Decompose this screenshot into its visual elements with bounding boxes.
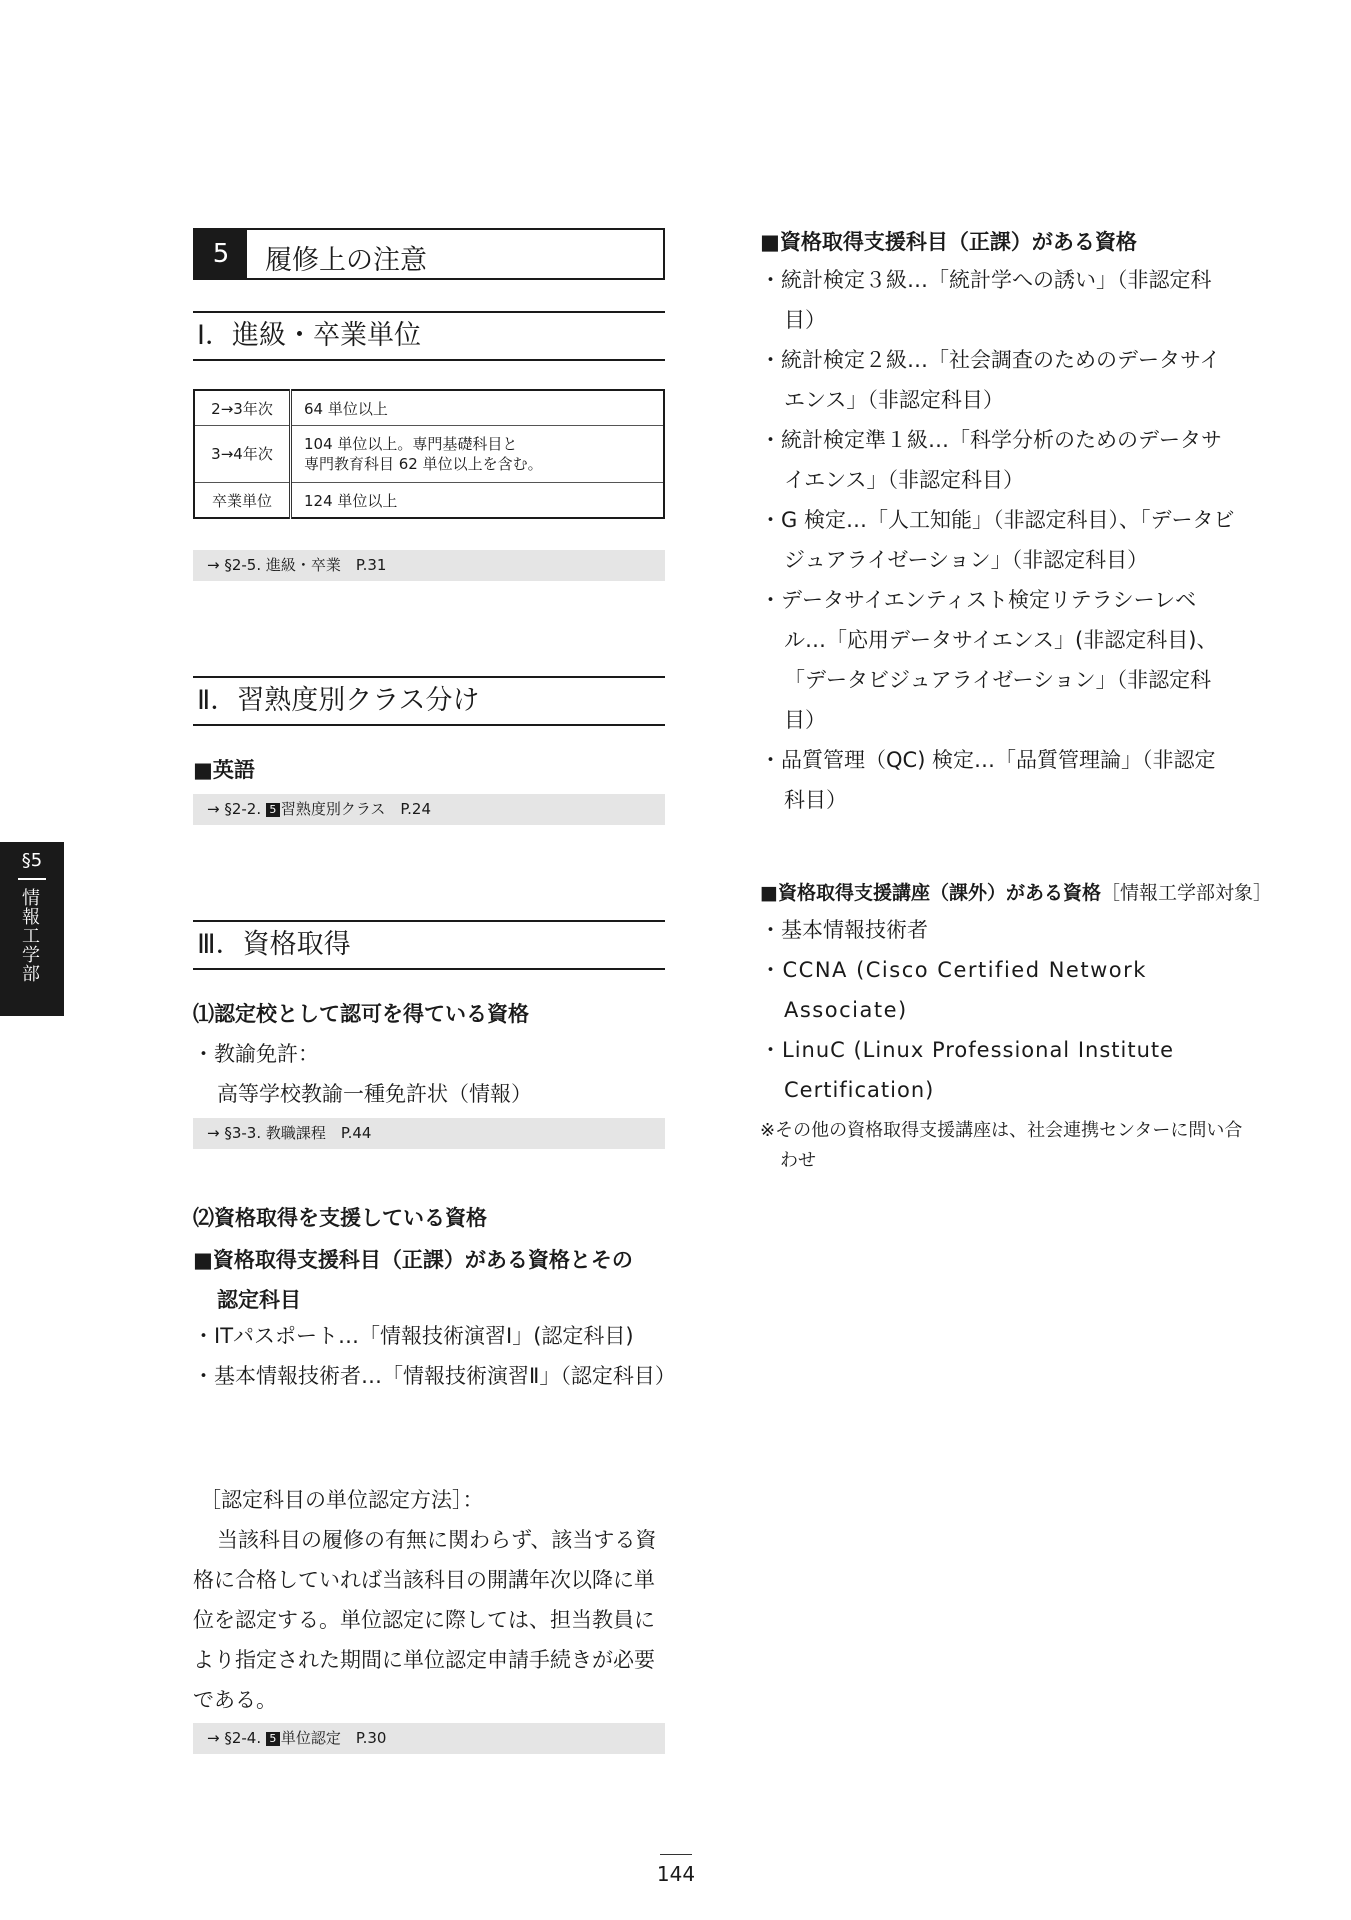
section-number: 5	[195, 230, 247, 278]
table-cell-label: 2→3年次	[194, 390, 291, 426]
side-tab-divider	[18, 878, 46, 880]
credit-method-text: 当該科目の履修の有無に関わらず、該当する資格に合格していれば当該科目の開講年次以降に単位を認定する。単位認定に際しては、担当教員により指定された期間に単位認定申請手続きが必要である。	[193, 1528, 657, 1712]
list-item: ・教諭免許：	[193, 1042, 319, 1066]
section-side-tab[interactable]	[0, 842, 64, 1016]
supported-subjects-qualifications-list	[760, 260, 1236, 820]
heading-qualifications: Ⅲ．資格取得	[193, 920, 665, 970]
section-title-box	[193, 228, 665, 280]
reference-link-teaching[interactable]: → §3-3. 教職課程 P.44	[193, 1118, 665, 1149]
list-item: ・CCNA (Cisco Certified Network Associate)	[760, 958, 1147, 1022]
reference-link-english[interactable]: → §2-2. 5 習熟度別クラス P.24	[193, 794, 665, 825]
list-item: ・統計検定３級…「統計学への誘い」（非認定科目）	[760, 268, 1212, 332]
credit-method-title: ［認定科目の単位認定方法］：	[200, 1488, 484, 1512]
section-mark-icon: 5	[266, 803, 280, 817]
list-item: ・データサイエンティスト検定リテラシーレベル…「応用データサイエンス」(非認定科目)、「データビジュアライゼーション」（非認定科目）	[760, 588, 1218, 732]
table-row	[194, 483, 664, 519]
list-item: ・ITパスポート…「情報技術演習Ⅰ」(認定科目)	[193, 1324, 634, 1348]
supported-qualifications-title: ⑵資格取得を支援している資格	[193, 1206, 487, 1230]
list-item: ・基本情報技術者	[760, 918, 928, 942]
list-item: ・統計検定２級…「社会調査のためのデータサイエンス」（非認定科目）	[760, 348, 1221, 412]
page-number: 144	[656, 1862, 696, 1886]
inquiry-note: ※その他の資格取得支援講座は、社会連携センターに問い合わせ	[760, 1120, 1243, 1171]
extracurricular-courses-title: ■資格取得支援講座（課外）がある資格［情報工学部対象］	[760, 882, 1272, 904]
section-mark-icon: 5	[266, 1732, 280, 1746]
list-item: ・統計検定準１級…「科学分析のためのデータサイエンス」（非認定科目）	[760, 428, 1222, 492]
table-cell-value: 104 単位以上。専門基礎科目と 専門教育科目 62 単位以上を含む。	[291, 426, 665, 483]
table-cell-value: 64 単位以上	[291, 390, 665, 426]
accredited-qualifications-list	[193, 1034, 673, 1114]
table-cell-label: 卒業単位	[194, 483, 291, 519]
supported-subjects-subheading: ■資格取得支援科目（正課）がある資格とその 認定科目	[193, 1248, 633, 1312]
table-row	[194, 426, 664, 483]
list-item: ・G 検定…「人工知能」（非認定科目）、「データビジュアライゼーション」（非認定科目）	[760, 508, 1235, 572]
table-row	[194, 390, 664, 426]
extracurricular-courses-list	[760, 910, 1236, 1110]
supported-subjects-list	[193, 1316, 676, 1396]
reference-link-promotion[interactable]: → §2-5. 進級・卒業 P.31	[193, 550, 665, 581]
side-tab-section: §5	[21, 850, 43, 871]
table-cell-value: 124 単位以上	[291, 483, 665, 519]
list-item: ・品質管理（QC) 検定…「品質管理論」（非認定科目）	[760, 748, 1216, 812]
list-item: ・LinuC (Linux Professional Institute Certification)	[760, 1038, 1175, 1102]
side-tab-label: 情報工学部	[19, 888, 40, 983]
credits-table	[193, 389, 665, 519]
list-item: 高等学校教諭一種免許状（情報）	[217, 1082, 532, 1106]
list-item: ・基本情報技術者…「情報技術演習Ⅱ」（認定科目）	[193, 1364, 676, 1388]
page-number-rule	[660, 1854, 692, 1855]
section-title: 履修上の注意	[265, 245, 427, 276]
english-subheading: ■英語	[193, 758, 255, 782]
table-cell-label: 3→4年次	[194, 426, 291, 483]
accredited-qualifications-title: ⑴認定校として認可を得ている資格	[193, 1002, 529, 1026]
reference-link-credit[interactable]: → §2-4. 5 単位認定 P.30	[193, 1723, 665, 1754]
heading-level-classes: Ⅱ．習熟度別クラス分け	[193, 676, 665, 726]
heading-promotion-graduation: Ⅰ．進級・卒業単位	[193, 311, 665, 361]
supported-subjects-qualifications-title: ■資格取得支援科目（正課）がある資格	[760, 230, 1137, 254]
